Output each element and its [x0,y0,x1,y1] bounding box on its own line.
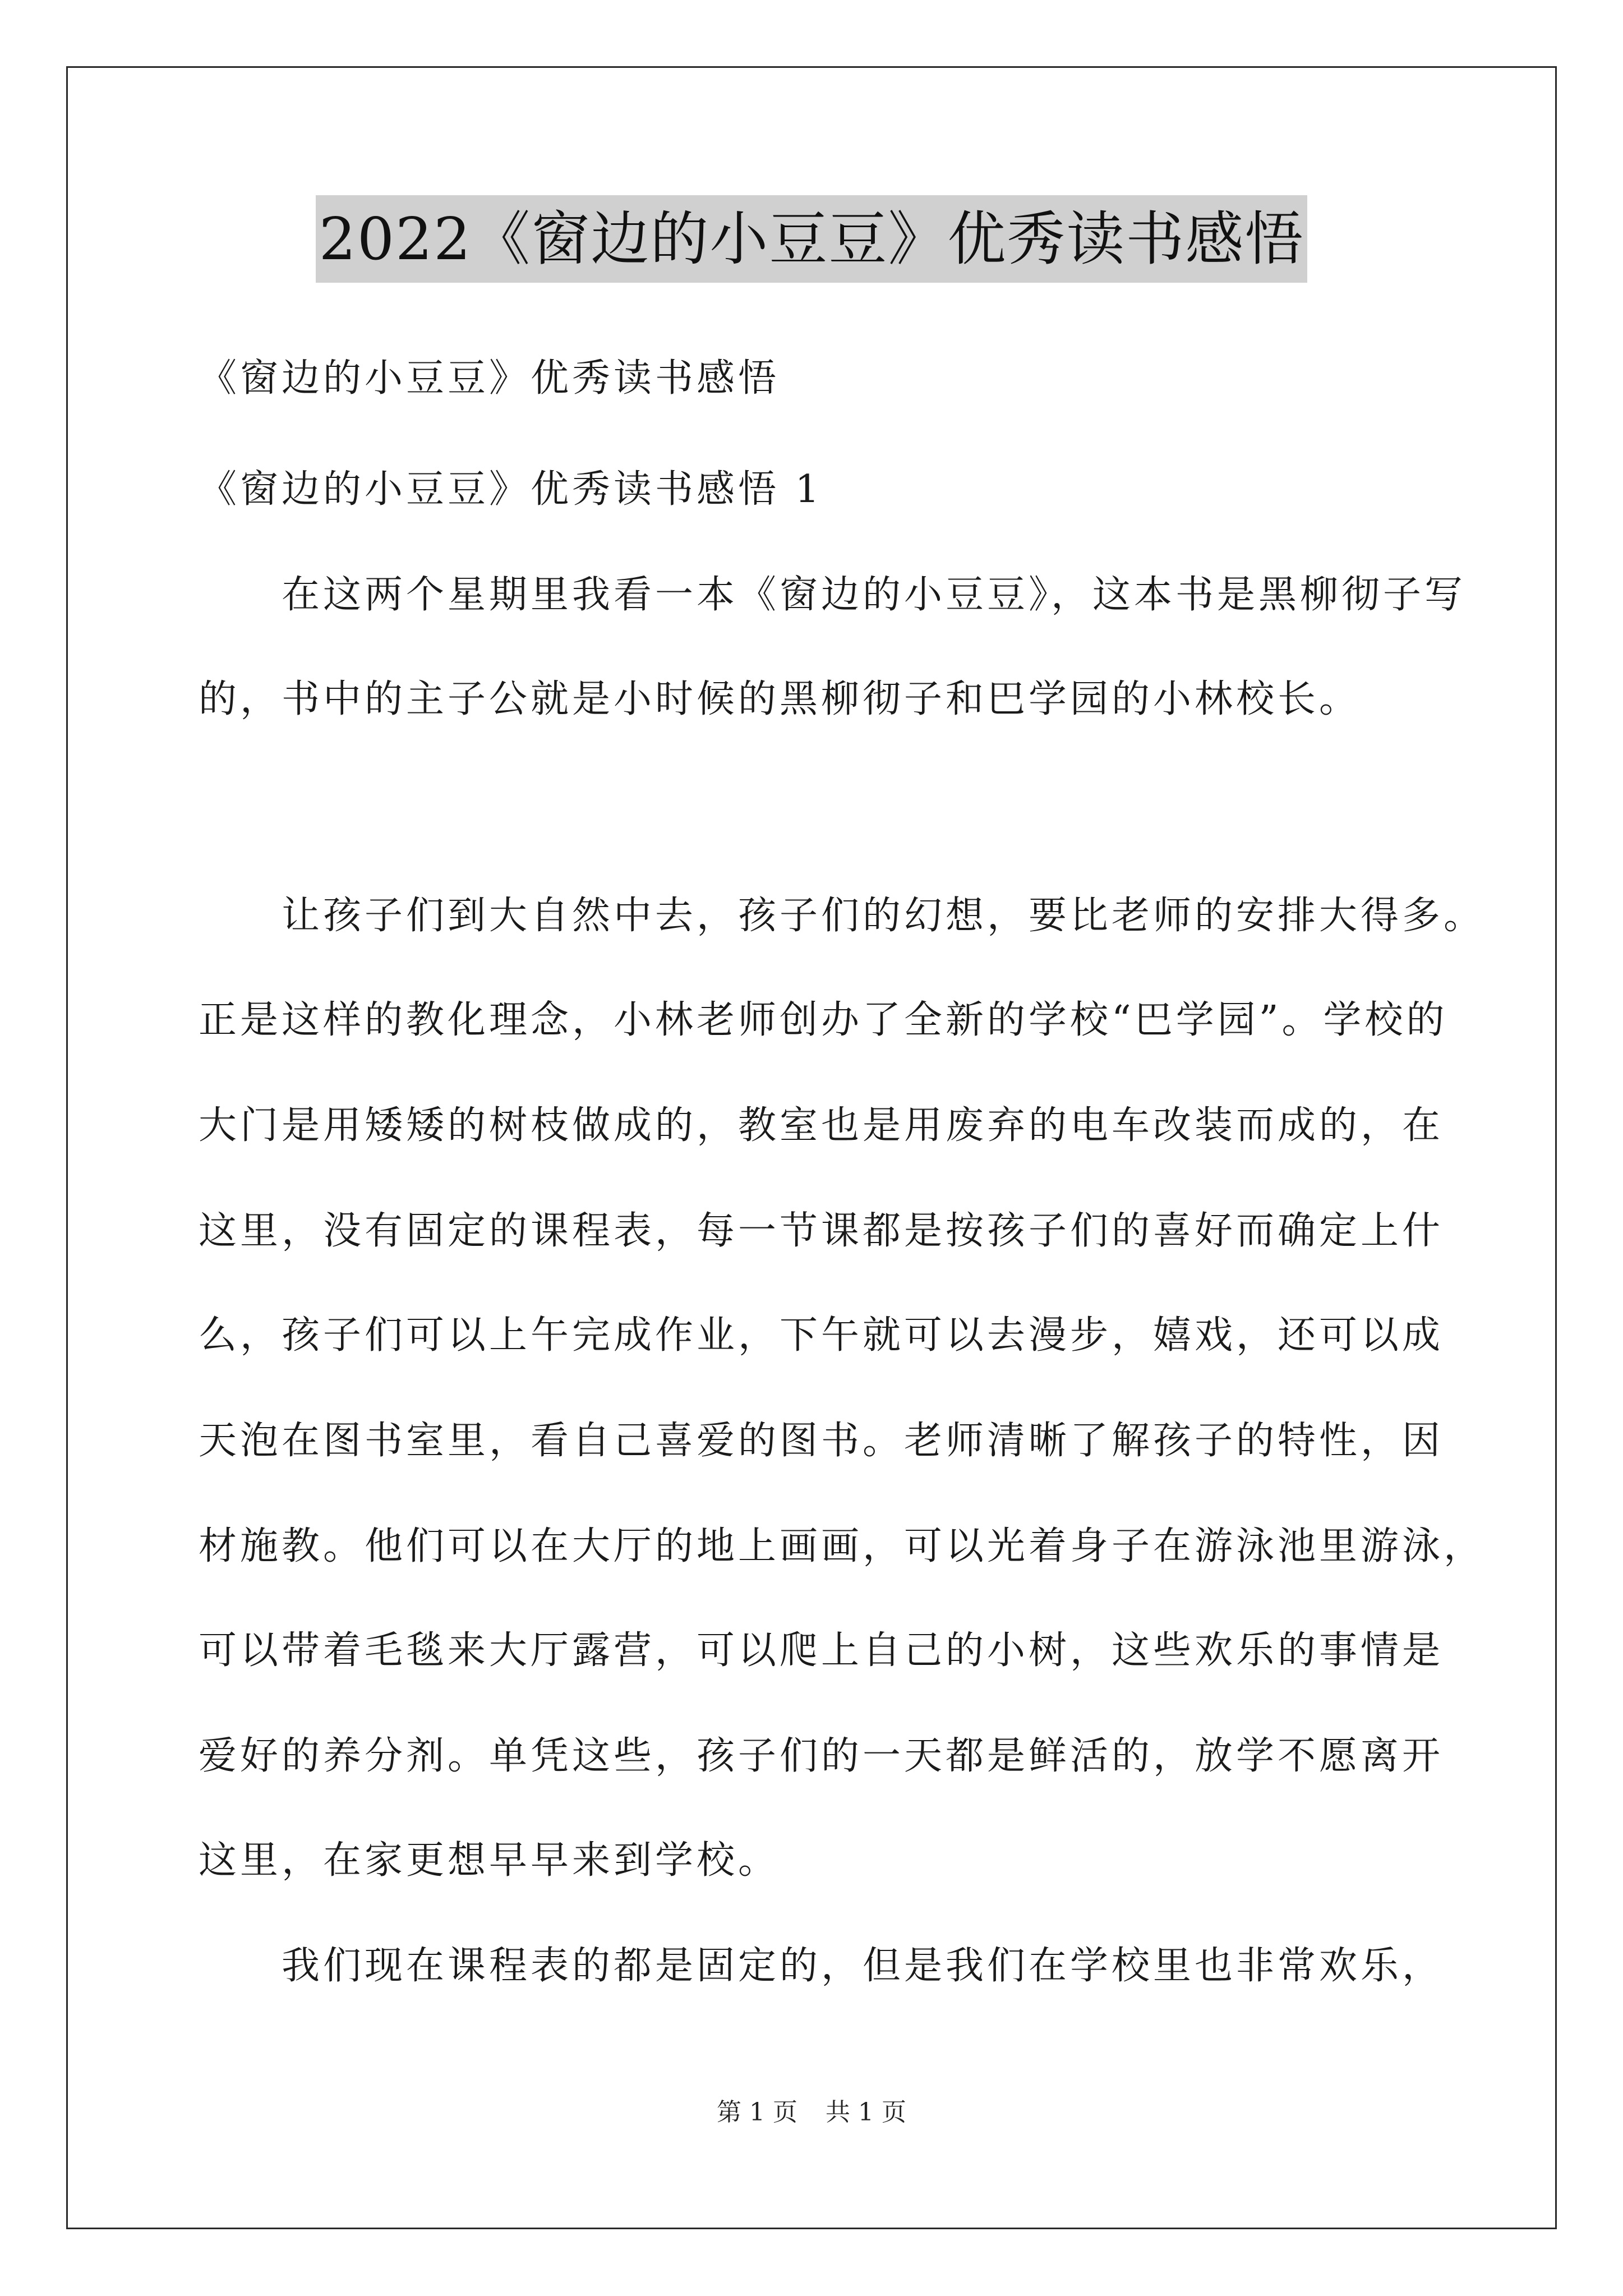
page-number: 第 1 页 [717,2098,797,2127]
body-line: 让孩子们到大自然中去，孩子们的幻想，要比老师的安排大得多。 [199,894,1486,938]
body-line: 大门是用矮矮的树枝做成的，教室也是用废弃的电车改装而成的，在 [199,1103,1444,1148]
body-line: 《窗边的小豆豆》优秀读书感悟 [199,356,780,401]
page-footer [0,2097,1623,2128]
body-line: 正是这样的教化理念，小林老师创办了全新的学校“巴学园”。学校的 [199,998,1448,1042]
body-line: 可以带着毛毯来大厅露营，可以爬上自己的小树，这些欢乐的事情是 [199,1628,1444,1673]
body-line: 在这两个星期里我看一本《窗边的小豆豆》，这本书是黑柳彻子写 [199,573,1467,617]
body-line: 我们现在课程表的都是固定的，但是我们在学校里也非常欢乐， [199,1944,1444,1988]
body-line: 的，书中的主子公就是小时候的黑柳彻子和巴学园的小林校长。 [199,677,1361,721]
body-line: 么，孩子们可以上午完成作业，下午就可以去漫步，嬉戏，还可以成 [199,1313,1444,1358]
page-total: 共 1 页 [826,2098,906,2127]
body-line: 《窗边的小豆豆》优秀读书感悟 1 [199,467,823,512]
body-line: 爱好的养分剂。单凭这些，孩子们的一天都是鲜活的，放学不愿离开 [199,1734,1444,1778]
body-line: 天泡在图书室里，看自己喜爱的图书。老师清晰了解孩子的特性，因 [199,1419,1444,1463]
title-container [0,195,1623,283]
document-title: 2022《窗边的小豆豆》优秀读书感悟 [316,195,1308,283]
body-line: 这里，在家更想早早来到学校。 [199,1838,780,1883]
body-line: 材施教。他们可以在大厅的地上画画，可以光着身子在游泳池里游泳， [199,1524,1486,1568]
body-line: 这里，没有固定的课程表，每一节课都是按孩子们的喜好而确定上什 [199,1209,1444,1253]
